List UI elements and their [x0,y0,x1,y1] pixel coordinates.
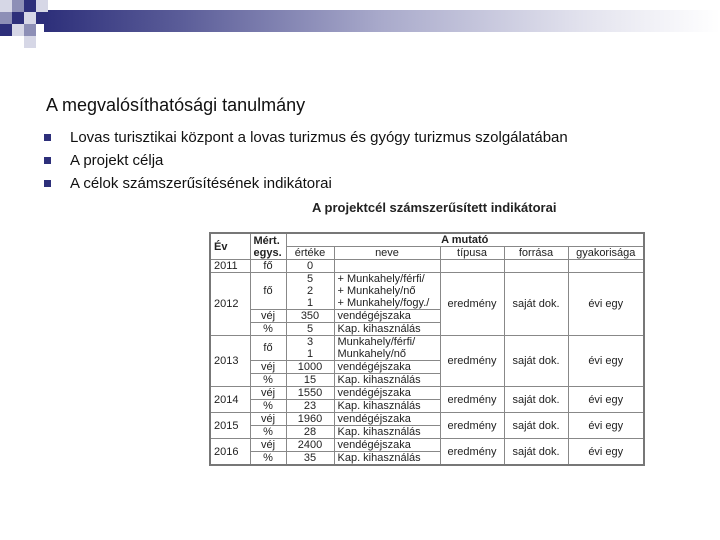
banner-gradient-strip [44,10,720,32]
value-cell: 1 [286,297,334,310]
bullet-list [44,126,568,195]
frequency-cell [568,260,644,273]
frequency-cell: évi egy [568,273,644,336]
year-cell: 2015 [210,413,250,439]
value-cell: 1550 [286,387,334,400]
header-name: neve [334,247,440,260]
frequency-cell: évi egy [568,439,644,466]
name-cell: + Munkahely/férfi/ [334,273,440,286]
value-cell: 5 [286,273,334,286]
type-cell: eredmény [440,336,504,387]
unit-cell: fő [250,273,286,310]
name-cell: Kap. kihasználás [334,374,440,387]
name-cell: vendégéjszaka [334,387,440,400]
banner-square [36,0,48,12]
value-cell: 28 [286,426,334,439]
name-cell: vendégéjszaka [334,439,440,452]
bullet-item [44,149,568,172]
indicator-table [209,232,645,466]
unit-cell: % [250,374,286,387]
bullet-text: A célok számszerűsítésének indikátorai [70,175,332,192]
unit-cell: véj [250,413,286,426]
banner-square [24,0,36,12]
frequency-cell: évi egy [568,413,644,439]
value-cell: 2 [286,285,334,297]
year-cell: 2014 [210,387,250,413]
type-cell: eredmény [440,387,504,413]
value-cell: 350 [286,310,334,323]
header-indicator: A mutató [286,233,644,247]
banner-square [36,12,48,24]
unit-cell: % [250,452,286,466]
year-cell: 2011 [210,260,250,273]
unit-cell: fő [250,336,286,361]
value-cell: 0 [286,260,334,273]
name-cell: + Munkahely/nő [334,285,440,297]
unit-cell: véj [250,439,286,452]
frequency-cell: évi egy [568,387,644,413]
value-cell: 1 [286,348,334,361]
table-title: A projektcél számszerűsített indikátorai [312,200,557,215]
header-frequency: gyakorisága [568,247,644,260]
unit-cell: % [250,426,286,439]
value-cell: 5 [286,323,334,336]
banner-square [0,0,12,12]
type-cell: eredmény [440,439,504,466]
banner-square [0,24,12,36]
value-cell: 1000 [286,361,334,374]
year-cell: 2013 [210,336,250,387]
name-cell: Kap. kihasználás [334,323,440,336]
banner-square [12,24,24,36]
table-row [210,439,644,452]
bullet-item [44,172,568,195]
frequency-cell: évi egy [568,336,644,387]
banner-square [12,12,24,24]
value-cell: 2400 [286,439,334,452]
name-cell: Munkahely/nő [334,348,440,361]
name-cell: vendégéjszaka [334,361,440,374]
unit-cell: % [250,323,286,336]
value-cell: 35 [286,452,334,466]
unit-cell: véj [250,387,286,400]
slide-title: A megvalósíthatósági tanulmány [46,95,306,115]
source-cell: saját dok. [504,336,568,387]
source-cell [504,260,568,273]
banner-square [24,12,36,24]
unit-cell: véj [250,361,286,374]
value-cell: 3 [286,336,334,349]
unit-cell: fő [250,260,286,273]
table-row [210,413,644,426]
slide-banner [0,0,720,48]
banner-square [12,0,24,12]
square-bullet-icon [44,180,51,187]
name-cell: Munkahely/férfi/ [334,336,440,349]
table-row [210,273,644,286]
type-cell [440,260,504,273]
name-cell: Kap. kihasználás [334,452,440,466]
type-cell: eredmény [440,273,504,336]
square-bullet-icon [44,134,51,141]
square-bullet-icon [44,157,51,164]
year-cell: 2012 [210,273,250,336]
table-row [210,336,644,349]
name-cell: Kap. kihasználás [334,400,440,413]
header-value: értéke [286,247,334,260]
banner-square [24,24,36,36]
bullet-text: Lovas turisztikai központ a lovas turizmus és gyógy turizmus szolgálatában [70,129,568,146]
source-cell: saját dok. [504,413,568,439]
unit-cell: véj [250,310,286,323]
name-cell [334,260,440,273]
name-cell: Kap. kihasználás [334,426,440,439]
name-cell: vendégéjszaka [334,310,440,323]
value-cell: 1960 [286,413,334,426]
source-cell: saját dok. [504,387,568,413]
banner-square [24,36,36,48]
header-year: Év [210,233,250,260]
name-cell: vendégéjszaka [334,413,440,426]
source-cell: saját dok. [504,439,568,466]
table-row [210,260,644,273]
source-cell: saját dok. [504,273,568,336]
value-cell: 15 [286,374,334,387]
header-source: forrása [504,247,568,260]
table-row [210,387,644,400]
bullet-text: A projekt célja [70,152,164,169]
banner-square [0,12,12,24]
type-cell: eredmény [440,413,504,439]
bullet-item [44,126,568,149]
header-unit: Mért. egys. [250,233,286,260]
header-type: típusa [440,247,504,260]
year-cell: 2016 [210,439,250,466]
name-cell: + Munkahely/fogy./ [334,297,440,310]
value-cell: 23 [286,400,334,413]
unit-cell: % [250,400,286,413]
